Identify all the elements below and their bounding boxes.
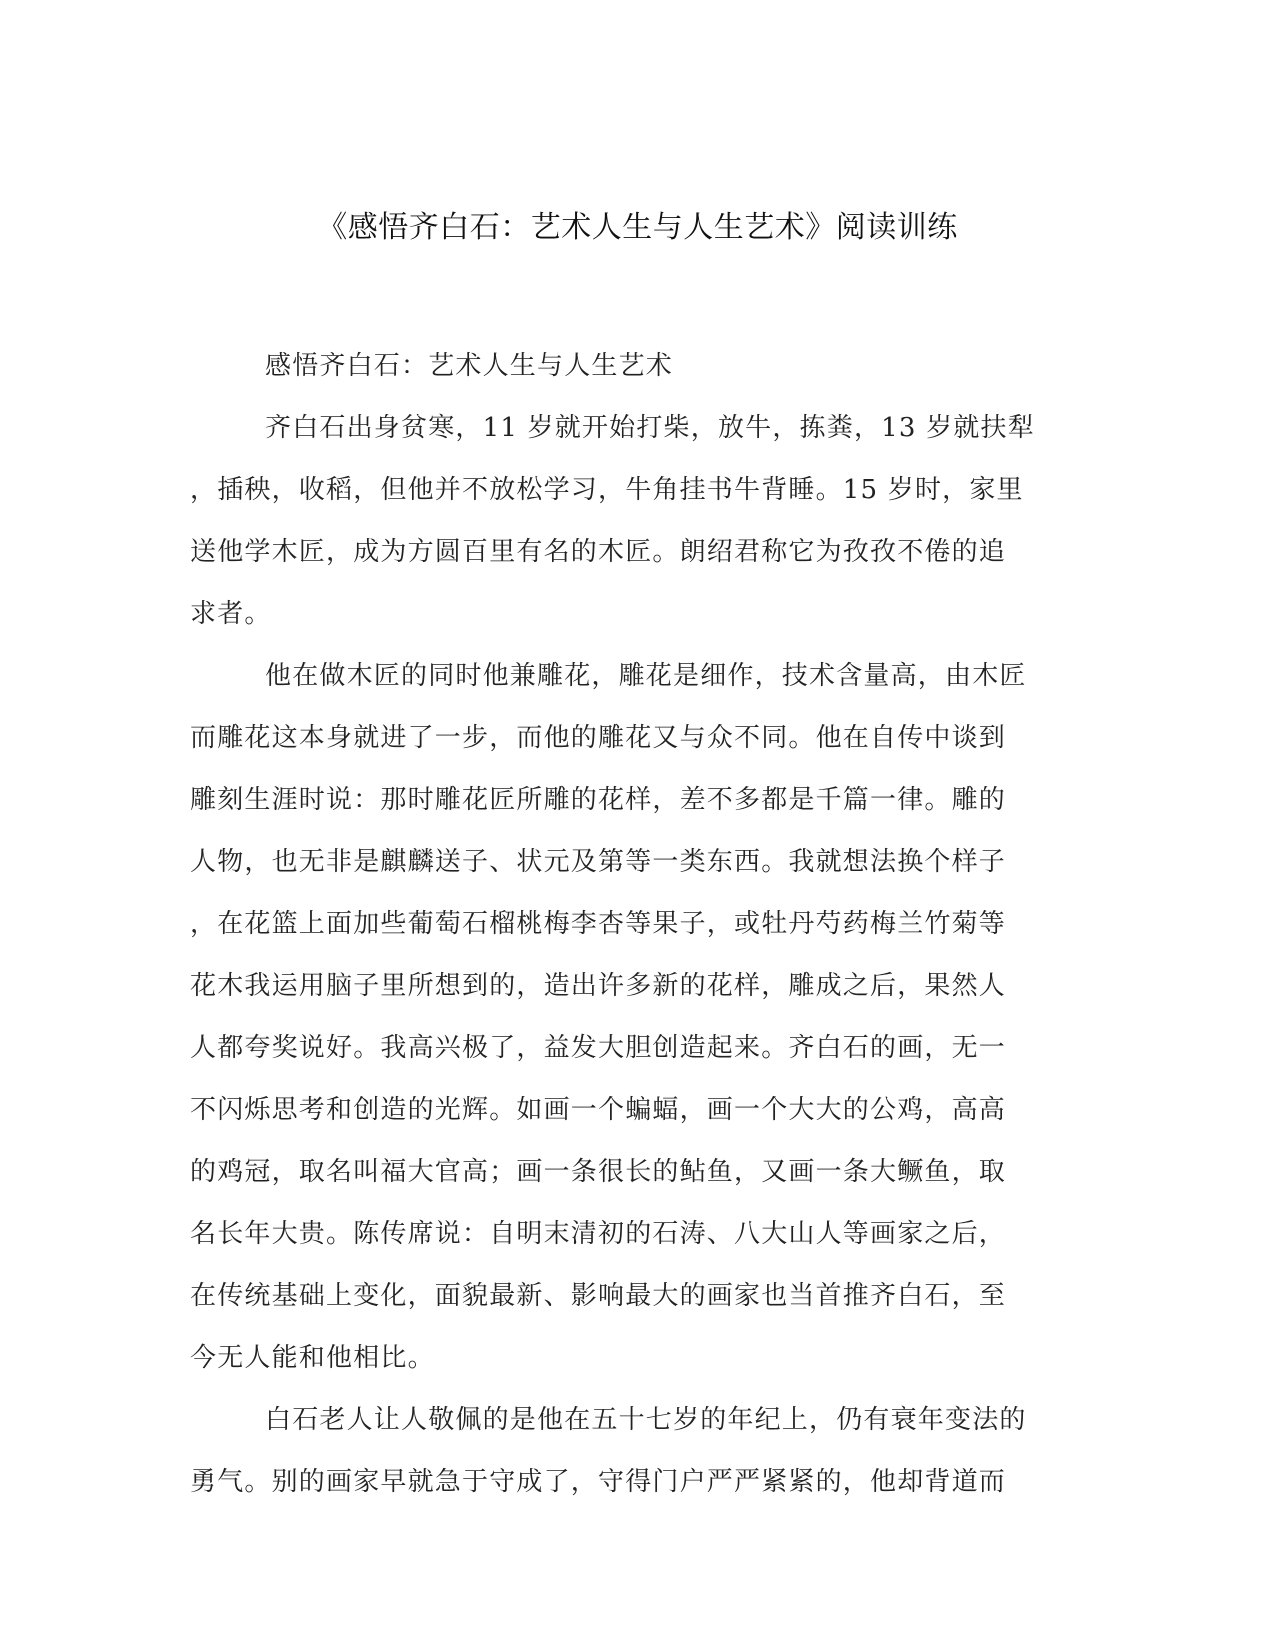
- text-line-3: ，插秧，收稻，但他并不放松学习，牛角挂书牛背睡。15 岁时，家里: [190, 475, 1024, 505]
- text-line-10: ，在花篮上面加些葡萄石榴桃梅李杏等果子，或牡丹芍药梅兰竹菊等: [190, 909, 1007, 939]
- text-line-2: 齐白石出身贫寒，11 岁就开始打柴，放牛，拣粪，13 岁就扶犁: [265, 413, 1035, 443]
- text-line-11: 花木我运用脑子里所想到的，造出许多新的花样，雕成之后，果然人: [190, 971, 1007, 1001]
- document-title: 《感悟齐白石：艺术人生与人生艺术》阅读训练: [317, 210, 958, 245]
- text-line-15: 名长年大贵。陈传席说：自明末清初的石涛、八大山人等画家之后，: [190, 1219, 1007, 1249]
- text-line-6: 他在做木匠的同时他兼雕花，雕花是细作，技术含量高，由木匠: [265, 661, 1027, 691]
- text-line-7: 而雕花这本身就进了一步，而他的雕花又与众不同。他在自传中谈到: [190, 723, 1007, 753]
- text-line-13: 不闪烁思考和创造的光辉。如画一个蝙蝠，画一个大大的公鸡，高高: [190, 1095, 1007, 1125]
- text-line-1: 感悟齐白石：艺术人生与人生艺术: [265, 351, 674, 381]
- text-line-19: 勇气。别的画家早就急于守成了，守得门户严严紧紧的，他却背道而: [190, 1467, 1007, 1497]
- text-line-14: 的鸡冠，取名叫福大官高；画一条很长的鲇鱼，又画一条大鳜鱼，取: [190, 1157, 1007, 1187]
- text-line-17: 今无人能和他相比。: [190, 1343, 435, 1373]
- text-line-4: 送他学木匠，成为方圆百里有名的木匠。朗绍君称它为孜孜不倦的追: [190, 537, 1007, 567]
- text-line-16: 在传统基础上变化，面貌最新、影响最大的画家也当首推齐白石，至: [190, 1281, 1007, 1311]
- text-line-12: 人都夸奖说好。我高兴极了，益发大胆创造起来。齐白石的画，无一: [190, 1033, 1007, 1063]
- text-line-18: 白石老人让人敬佩的是他在五十七岁的年纪上，仍有衰年变法的: [265, 1405, 1027, 1435]
- text-line-9: 人物，也无非是麒麟送子、状元及第等一类东西。我就想法换个样子: [190, 847, 1007, 877]
- text-line-8: 雕刻生涯时说：那时雕花匠所雕的花样，差不多都是千篇一律。雕的: [190, 785, 1007, 815]
- text-line-5: 求者。: [190, 599, 272, 629]
- document-body: [190, 335, 1070, 1513]
